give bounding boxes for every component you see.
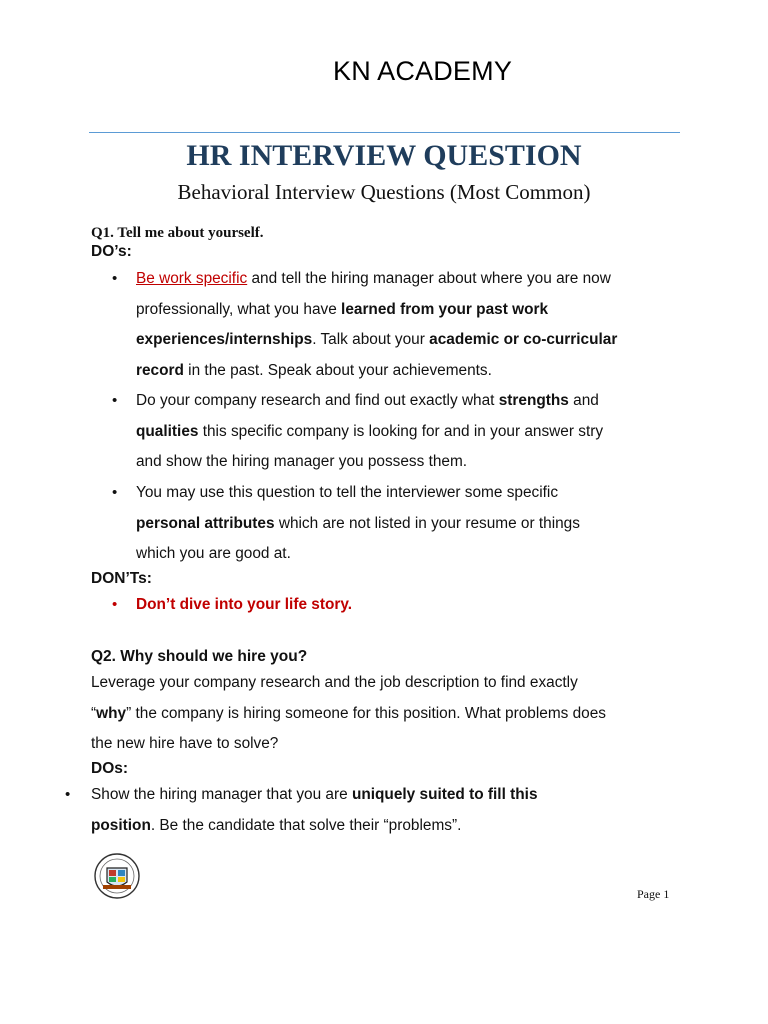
bullet-icon: •: [112, 392, 118, 409]
line: Leverage your company research and the job description to find exactly: [91, 674, 578, 691]
line: and show the hiring manager you possess them.: [136, 453, 468, 470]
page-number: Page 1: [637, 887, 670, 901]
body-text: “: [91, 704, 97, 722]
donts-label-q1: DON’Ts:: [91, 570, 152, 587]
bullet-icon: •: [65, 786, 71, 803]
line: [120, 325, 680, 356]
body-text: Do your company research and find out exactly what: [136, 392, 499, 409]
line: [120, 417, 680, 448]
bold-text: why: [96, 704, 127, 722]
body-text: . Talk about your: [312, 331, 430, 348]
academy-header: KN ACADEMY: [333, 56, 513, 86]
line: You may use this question to tell the interviewer some specific: [136, 484, 559, 501]
line: [70, 811, 670, 842]
academy-logo: [93, 852, 141, 900]
bold-text: learned from your past work: [341, 300, 549, 318]
line: [120, 509, 680, 540]
list-item: [112, 590, 680, 621]
bullet-icon: •: [112, 484, 118, 501]
dos-label-q1: DO’s:: [91, 243, 132, 260]
bold-text: personal attributes: [136, 514, 275, 532]
q2-paragraph: [91, 668, 691, 760]
body-text: which are not listed in your resume or things: [274, 514, 580, 532]
header-divider: [89, 132, 680, 133]
line: Don’t dive into your life story.: [136, 596, 353, 613]
line: [120, 356, 680, 387]
bold-text: qualities: [136, 422, 199, 440]
bold-text: record: [136, 361, 184, 379]
emphasis-text: Be work specific: [136, 270, 248, 287]
line: [70, 780, 670, 811]
line: [120, 386, 680, 417]
line: [120, 264, 680, 295]
page-title: HR INTERVIEW QUESTION: [186, 139, 582, 172]
bold-text: position: [91, 816, 151, 834]
page-subtitle: Behavioral Interview Questions (Most Common): [177, 180, 591, 204]
list-item: [112, 478, 680, 570]
body-text: in the past. Speak about your achievements.: [183, 361, 492, 379]
line: the new hire have to solve?: [91, 735, 279, 752]
question-2: Q2. Why should we hire you?: [91, 648, 308, 665]
bold-text: academic or co-curricular: [429, 331, 618, 348]
bold-text: uniquely suited to fill this: [351, 786, 538, 803]
list-item: [65, 780, 670, 841]
line: [91, 699, 691, 730]
body-text: . Be the candidate that solve their “problems”.: [150, 816, 462, 834]
bold-text: strengths: [498, 392, 569, 409]
body-text: and tell the hiring manager about where you are now: [247, 270, 611, 287]
bullet-icon: •: [112, 596, 118, 613]
body-text: ” the company is hiring someone for this position. What problems does: [126, 704, 606, 722]
body-text: professionally, what you have: [136, 300, 342, 318]
line: which you are good at.: [136, 545, 291, 562]
bullet-icon: •: [112, 270, 118, 287]
line: [120, 295, 680, 326]
list-item: [112, 264, 680, 386]
question-1: Q1. Tell me about yourself.: [91, 225, 264, 241]
bold-text: experiences/internships: [136, 331, 313, 348]
dos-label-q2: DOs:: [91, 760, 129, 777]
body-text: and: [568, 392, 599, 409]
list-item: [112, 386, 680, 478]
body-text: this specific company is looking for and in your answer stry: [198, 422, 604, 440]
body-text: Show the hiring manager that you are: [91, 786, 352, 803]
